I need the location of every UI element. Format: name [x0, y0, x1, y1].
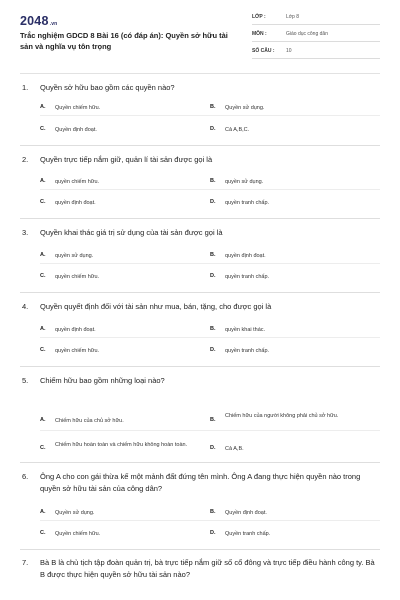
page-header: [0, 0, 400, 70]
question-text: Ông A cho con gái thừa kế một mảnh đất đứng tên mình. Ông A đang thực hiện quyền nào trong quyền sở hữu tài sản của công dân?: [40, 472, 361, 493]
meta-row-count: [252, 46, 380, 59]
logo-text: 2048: [20, 14, 49, 28]
option-letter: B.: [210, 509, 216, 515]
question-divider: [20, 366, 380, 367]
option-text: quyền định đoạt.: [55, 327, 96, 333]
option-text: quyền tranh chấp.: [225, 348, 270, 354]
row-divider: [40, 337, 380, 338]
meta-value: Giáo dục công dân: [286, 31, 328, 37]
option-letter: B.: [210, 326, 216, 332]
question-divider: [20, 549, 380, 550]
question-3: [20, 227, 380, 285]
option-text: quyền chiếm hữu.: [55, 348, 100, 354]
option-letter: C.: [40, 445, 46, 451]
option-letter: D.: [210, 530, 216, 536]
option-grid: [20, 313, 380, 359]
question-divider: [20, 145, 380, 146]
question-number: 4.: [22, 302, 29, 311]
option-letter: D.: [210, 347, 216, 353]
question-number: 1.: [22, 83, 29, 92]
option-letter: B.: [210, 252, 216, 258]
question-text: Quyền trực tiếp nắm giữ, quản lí tài sản được gọi là: [40, 155, 213, 164]
meta-key: MÔN :: [252, 31, 267, 37]
option-letter: A.: [40, 104, 46, 110]
option-letter: B.: [210, 178, 216, 184]
question-number: 7.: [22, 558, 29, 567]
option-text: quyền chiếm hữu.: [55, 179, 100, 185]
question-number: 6.: [22, 472, 29, 481]
option-text: quyền khai thác.: [225, 327, 266, 333]
option-letter: A.: [40, 178, 46, 184]
option-grid: [20, 94, 380, 140]
option-text: Quyền định đoạt.: [225, 510, 267, 516]
question-number: 5.: [22, 376, 29, 385]
option-letter: B.: [210, 104, 216, 110]
option-letter: D.: [210, 126, 216, 132]
option-text: quyền sử dụng.: [55, 253, 94, 259]
question-header: [20, 227, 380, 239]
question-2: [20, 154, 380, 212]
option-letter: C.: [40, 126, 46, 132]
site-logo[interactable]: [20, 14, 57, 28]
question-6: [20, 471, 380, 541]
logo-suffix: .vn: [49, 21, 58, 27]
option-letter: D.: [210, 199, 216, 205]
option-text: Quyền tranh chấp.: [225, 531, 271, 537]
option-text: Quyền sử dụng.: [55, 510, 95, 516]
option-text: quyền định đoạt.: [225, 253, 266, 259]
meta-value: Lớp 8: [286, 14, 300, 20]
question-1: [20, 82, 380, 140]
row-divider: [40, 263, 380, 264]
option-letter: D.: [210, 273, 216, 279]
option-letter: A.: [40, 326, 46, 332]
question-text: Chiếm hữu bao gồm những loại nào?: [40, 376, 165, 385]
question-text: Quyền quyết định đối với tài sản như mua, bán, tặng, cho được gọi là: [40, 302, 272, 311]
option-grid: [20, 239, 380, 285]
option-grid: [20, 387, 380, 463]
question-7: [20, 557, 380, 581]
question-text: Bà B là chủ tịch tập đoàn quản trị, bà trực tiếp nắm giữ số cổ đông và trực tiếp điều hành công ty. Bà B được thực hiện quyền sở hữu tài sản nào?: [40, 558, 375, 579]
option-letter: C.: [40, 347, 46, 353]
option-text: Quyền chiếm hữu.: [55, 531, 101, 537]
option-letter: C.: [40, 273, 46, 279]
option-grid: [20, 166, 380, 212]
row-divider: [40, 430, 380, 431]
question-header: [20, 375, 380, 387]
meta-key: LỚP :: [252, 14, 266, 20]
row-divider: [40, 115, 380, 116]
option-letter: B.: [210, 417, 216, 423]
option-text: Cả A,B,C.: [225, 127, 250, 133]
question-text: Quyền sở hữu bao gồm các quyền nào?: [40, 83, 175, 92]
option-text: Cả A,B.: [225, 446, 244, 452]
option-text: Quyền chiếm hữu.: [55, 105, 101, 111]
question-divider: [20, 462, 380, 463]
option-text: quyền định đoạt.: [55, 200, 96, 206]
question-divider: [20, 292, 380, 293]
option-text: quyền tranh chấp.: [225, 200, 270, 206]
question-5: [20, 375, 380, 463]
row-divider: [40, 189, 380, 190]
question-header: [20, 154, 380, 166]
meta-value: 10: [286, 48, 292, 54]
option-letter: A.: [40, 252, 46, 258]
meta-info: [252, 12, 380, 63]
question-header: [20, 301, 380, 313]
question-text: Quyền khai thác giá trị sử dụng của tài sản được gọi là: [40, 228, 223, 237]
option-text: quyền chiếm hữu.: [55, 274, 100, 280]
meta-key: SỐ CÂU :: [252, 48, 275, 54]
option-text: quyền tranh chấp.: [225, 274, 270, 280]
question-header: [20, 557, 380, 581]
document-title: Trắc nghiệm GDCD 8 Bài 16 (có đáp án): Quyền sở hữu tài sản và nghĩa vụ tôn trọng: [20, 31, 228, 51]
option-letter: A.: [40, 509, 46, 515]
option-text: Quyền sử dụng.: [225, 105, 265, 111]
option-text: Chiếm hữu hoàn toàn và chiếm hữu không hoàn toàn.: [55, 442, 188, 448]
header-divider: [20, 73, 380, 74]
option-text: quyền sử dụng.: [225, 179, 264, 185]
option-letter: C.: [40, 530, 46, 536]
question-4: [20, 301, 380, 359]
question-header: [20, 471, 380, 495]
option-text: Chiếm hữu của người không phải chủ sở hữu.: [225, 413, 339, 419]
option-letter: C.: [40, 199, 46, 205]
question-divider: [20, 218, 380, 219]
question-header: [20, 82, 380, 94]
meta-row-class: [252, 12, 380, 25]
option-grid: [20, 495, 380, 541]
question-number: 2.: [22, 155, 29, 164]
option-letter: D.: [210, 445, 216, 451]
row-divider: [40, 520, 380, 521]
option-text: Chiếm hữu của chủ sở hữu.: [55, 418, 124, 424]
option-letter: A.: [40, 417, 46, 423]
question-number: 3.: [22, 228, 29, 237]
option-text: Quyền định đoạt.: [55, 127, 97, 133]
meta-row-subject: [252, 29, 380, 42]
